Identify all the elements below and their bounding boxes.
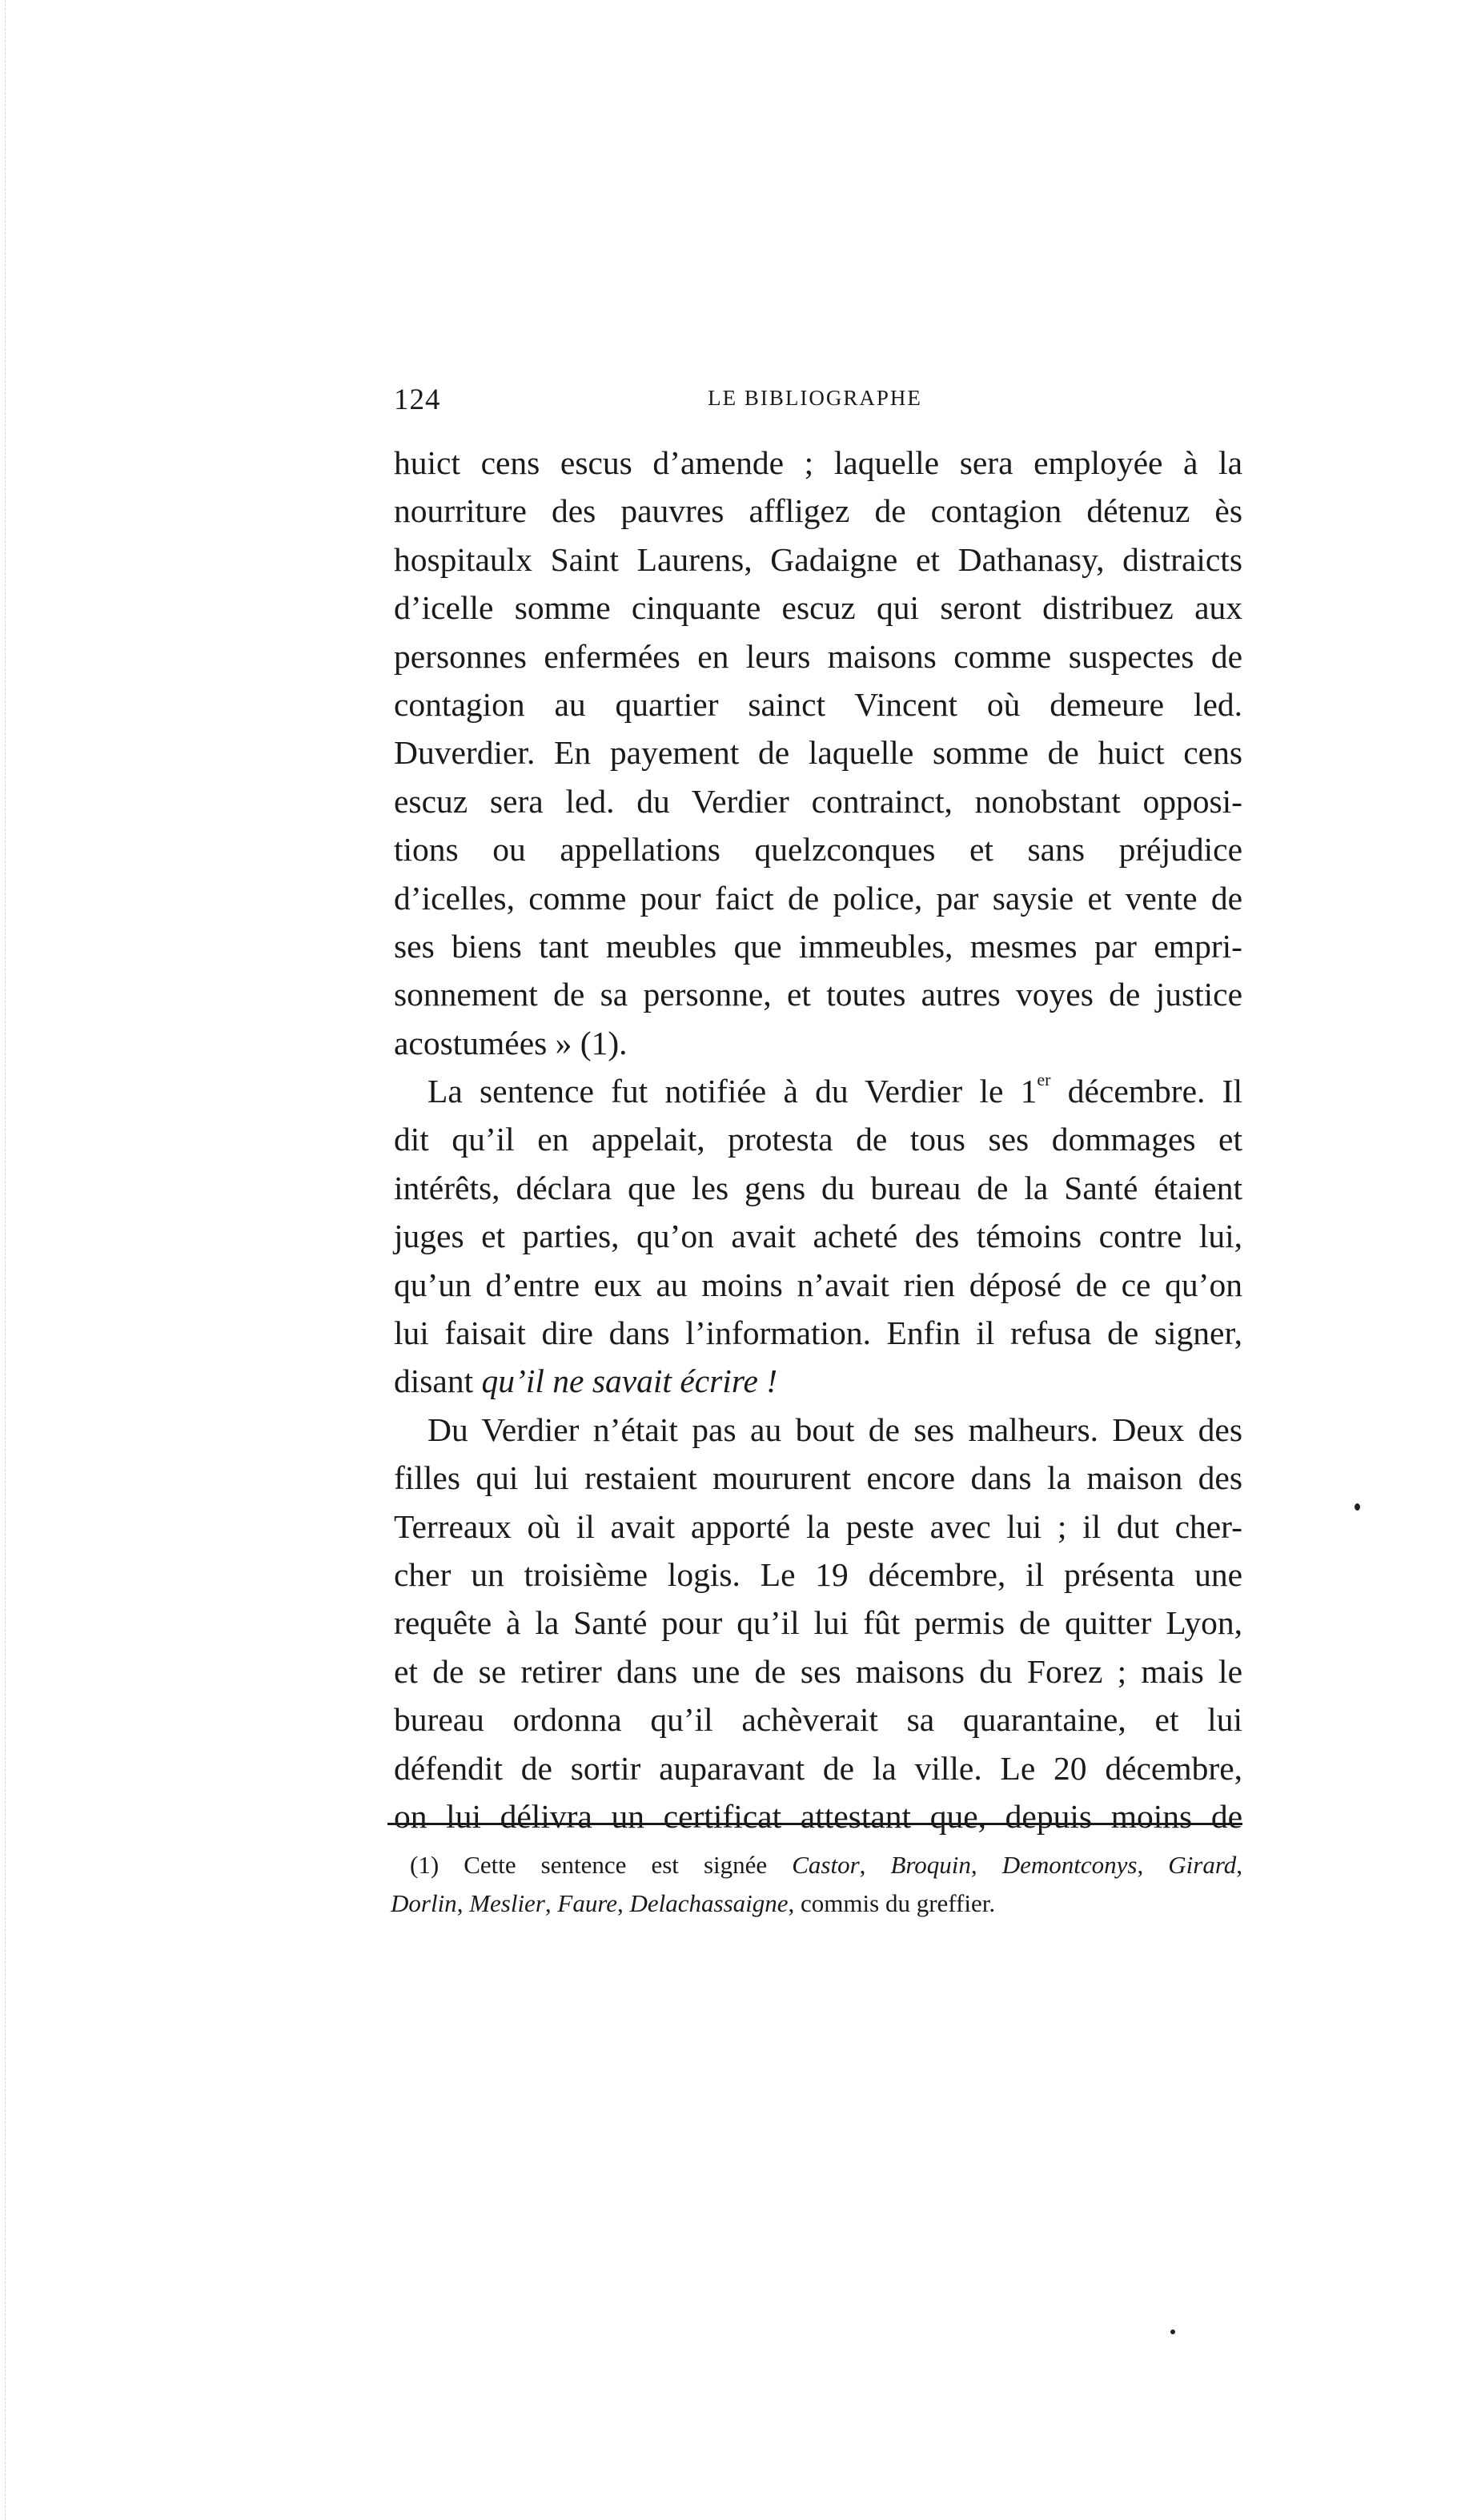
paragraph-start-line (394, 1067, 1242, 1115)
signatory-name: Faure (557, 1889, 617, 1917)
signatory-name: Castor (792, 1851, 860, 1879)
text-line: hospitaulx Saint Laurens, Gadaigne et Dathanasy, distraicts (394, 540, 1242, 578)
text-line: contagion au quartier sainct Vincent où demeure led. (394, 685, 1242, 723)
signatory-name: Girard (1168, 1851, 1237, 1879)
text-line: nourriture des pauvres affligez de contagion détenuz ès (394, 492, 1242, 530)
text-segment: La sentence fut notifiée à du Verdier le 1 (427, 1073, 1038, 1110)
text-line: d’icelles, comme pour faict de police, par saysie et vente de (394, 879, 1242, 917)
footnote-line: Dorlin, Meslier, Faure, Delachassaigne, commis du greffier. (391, 1889, 996, 1917)
text-line: juges et parties, qu’on avait acheté des témoins contre lui, (394, 1218, 1242, 1255)
footnote-end: commis du greffier. (794, 1889, 996, 1917)
footnote-rule (387, 1823, 1242, 1825)
text-line: Terreaux où il avait apporté la peste avec lui ; il dut cher- (394, 1507, 1242, 1545)
page-number: 124 (394, 383, 441, 416)
text-line: huict cens escus d’amende ; laquelle sera employée à la (394, 444, 1242, 481)
footnote (391, 1846, 1243, 1923)
superscript: er (1037, 1069, 1051, 1090)
text-line: requête à la Santé pour qu’il lui fût permis de quitter Lyon, (394, 1604, 1242, 1642)
text-line: d’icelle somme cinquante escuz qui seront distribuez aux (394, 589, 1242, 627)
text-line: acostumées » (1). (394, 1024, 628, 1061)
page-edge-decoration (5, 0, 7, 2520)
text-line: ses biens tant meubles que immeubles, mesmes par empri- (394, 927, 1242, 965)
italic-quote: qu’il ne savait écrire ! (481, 1362, 778, 1400)
text-line: défendit de sortir auparavant de la ville. Le 20 décembre, (394, 1749, 1242, 1787)
text-line: dit qu’il en appelait, protesta de tous ses dommages et (394, 1121, 1242, 1158)
paragraph-start-line: Du Verdier n’était pas au bout de ses malheurs. Deux des (427, 1410, 1242, 1448)
signatory-name: Broquin (890, 1851, 971, 1879)
body-text (394, 439, 1242, 1840)
text-line: sonnement de sa personne, et toutes autres voyes de justice (394, 976, 1242, 1013)
signatory-name: Dorlin (391, 1889, 457, 1917)
signatory-name: Meslier (469, 1889, 545, 1917)
text-segment: décembre. Il (1050, 1073, 1242, 1110)
text-line: on lui délivra un certificat attestant que, depuis moins de (394, 1797, 1242, 1835)
text-line (394, 1357, 1242, 1405)
ink-speck (1355, 1503, 1360, 1511)
text-segment: disant (394, 1362, 482, 1400)
text-line: filles qui lui restaient moururent encore dans la maison des (394, 1459, 1242, 1497)
text-line: qu’un d’entre eux au moins n’avait rien déposé de ce qu’on (394, 1266, 1242, 1303)
signatory-name: Demontconys (1001, 1851, 1138, 1879)
text-line: personnes enfermées en leurs maisons comme suspectes de (394, 637, 1242, 675)
text-line: intérêts, déclara que les gens du bureau de la Santé étaient (394, 1169, 1242, 1206)
footnote-intro: (1) Cette sentence est signée (410, 1851, 793, 1879)
running-head (394, 383, 1236, 421)
text-line: escuz sera led. du Verdier contrainct, nonobstant opposi- (394, 782, 1242, 820)
text-line: bureau ordonna qu’il achèverait sa quarantaine, et lui (394, 1701, 1242, 1739)
text-line: et de se retirer dans une de ses maisons du Forez ; mais le (394, 1652, 1242, 1690)
signatory-name: Delachassaigne (629, 1889, 789, 1917)
ink-speck (1170, 2329, 1175, 2334)
footnote-line: (1) Cette sentence est signée Castor, Broquin, Demontconys, Girard, (410, 1851, 1243, 1879)
text-line: Duverdier. En payement de laquelle somme de huict cens (394, 734, 1242, 772)
text-line: cher un troisième logis. Le 19 décembre, il présenta une (394, 1555, 1242, 1593)
text-line: tions ou appellations quelzconques et sans préjudice (394, 831, 1242, 869)
running-title: LE BIBLIOGRAPHE (708, 386, 922, 410)
text-line: lui faisait dire dans l’information. Enfin il refusa de signer, (394, 1314, 1242, 1352)
